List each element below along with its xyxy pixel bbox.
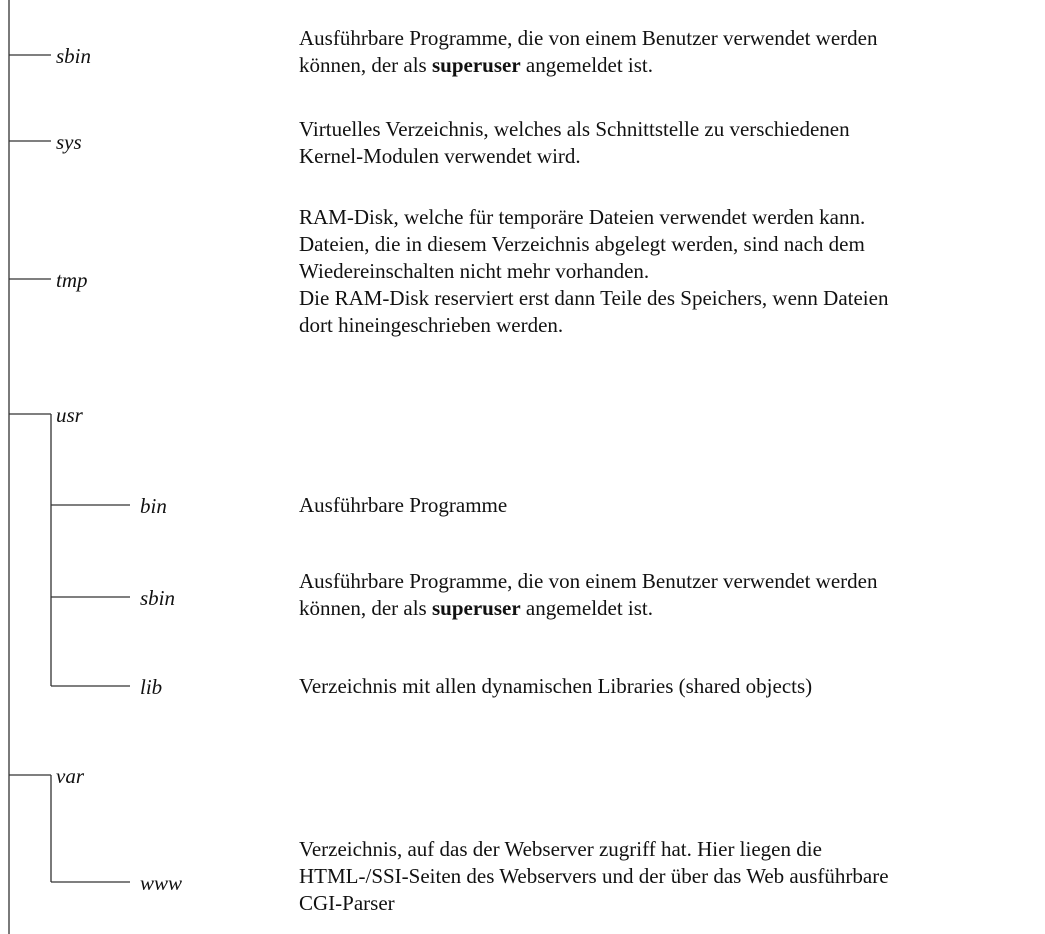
description-text: HTML-/SSI-Seiten des Webservers und der über das Web ausführbare xyxy=(299,864,889,888)
description-text: dort hineingeschrieben werden. xyxy=(299,313,564,337)
dir-label-usr: usr xyxy=(56,403,83,427)
description-text: können, der als xyxy=(299,53,432,77)
dir-label-var: var xyxy=(56,764,84,788)
dir-label-var-www: www xyxy=(140,871,183,895)
dir-description-sbin xyxy=(299,25,877,79)
dir-description-sys xyxy=(299,116,850,170)
description-line xyxy=(299,312,888,339)
description-text: angemeldet ist. xyxy=(520,53,654,77)
description-line xyxy=(299,568,877,595)
description-text: Wiedereinschalten nicht mehr vorhanden. xyxy=(299,259,650,283)
description-line xyxy=(299,673,812,700)
description-line xyxy=(299,890,889,917)
description-line xyxy=(299,143,850,170)
description-text: Ausführbare Programme, die von einem Benutzer verwendet werden xyxy=(299,26,878,50)
dir-description-usr-sbin xyxy=(299,568,877,622)
dir-description-usr-lib xyxy=(299,673,812,700)
description-text: Virtuelles Verzeichnis, welches als Schnittstelle zu verschiedenen xyxy=(299,117,850,141)
description-line xyxy=(299,52,877,79)
dir-description-usr-bin xyxy=(299,492,507,519)
dir-description-tmp xyxy=(299,204,888,339)
description-text: Dateien, die in diesem Verzeichnis abgelegt werden, sind nach dem xyxy=(299,232,865,256)
description-line xyxy=(299,258,888,285)
dir-label-usr-bin: bin xyxy=(140,494,167,518)
description-text: CGI-Parser xyxy=(299,891,395,915)
dir-label-usr-sbin: sbin xyxy=(140,586,176,610)
emphasized-term: superuser xyxy=(431,53,521,77)
description-text: können, der als xyxy=(299,596,432,620)
description-line xyxy=(299,204,888,231)
description-line xyxy=(299,595,877,622)
description-line xyxy=(299,285,888,312)
description-text: Ausführbare Programme, die von einem Benutzer verwendet werden xyxy=(299,569,878,593)
description-text: Ausführbare Programme xyxy=(299,493,508,517)
description-line xyxy=(299,231,888,258)
description-text: RAM-Disk, welche für temporäre Dateien verwendet werden kann. xyxy=(299,205,866,229)
description-text: Die RAM-Disk reserviert erst dann Teile des Speichers, wenn Dateien xyxy=(299,286,889,310)
emphasized-term: superuser xyxy=(431,596,521,620)
description-line xyxy=(299,863,889,890)
dir-label-tmp: tmp xyxy=(56,268,88,292)
dir-description-var-www xyxy=(299,836,889,917)
dir-label-usr-lib: lib xyxy=(140,675,163,699)
dir-label-sbin: sbin xyxy=(56,44,92,68)
description-text: Verzeichnis, auf das der Webserver zugriff hat. Hier liegen die xyxy=(299,837,822,861)
description-text: angemeldet ist. xyxy=(520,596,654,620)
dir-label-sys: sys xyxy=(56,130,82,154)
description-line xyxy=(299,836,889,863)
description-text: Kernel-Modulen verwendet wird. xyxy=(299,144,581,168)
description-line xyxy=(299,25,877,52)
description-line xyxy=(299,116,850,143)
description-text: Verzeichnis mit allen dynamischen Libraries (shared objects) xyxy=(299,674,813,698)
description-line xyxy=(299,492,507,519)
